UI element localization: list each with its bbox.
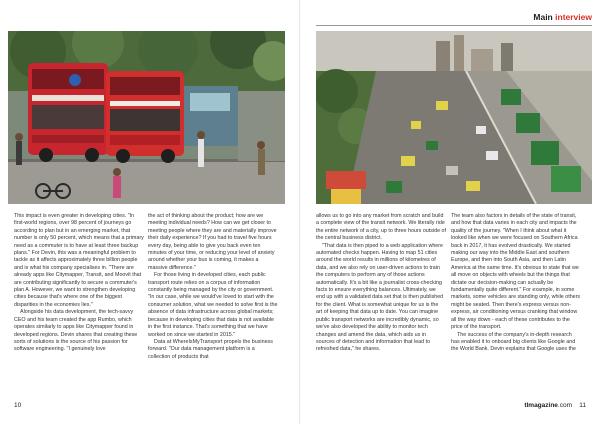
paragraph: Data at WhereIsMyTransport propels the business forward. "Our data management platform is a collection of products that [148, 338, 273, 360]
paragraph: "That data is then piped to a web application where automated checks happen. Having to map 51 cities around the world results in millions of kilometres of data, and we also rely on user-driven actions to train the computers to perform any of those actions automatically. It's a bit like a journalist cross-checking facts to ensure everything balances. Ultimately, we end up with a validated data set that is then published for the client. What is somewhat unique for us is the art of keeping that data up to date. You can imagine public transport networks are incredibly dynamic, so we've also developed the ability to monitor tech changes and amend the data, which aids us in sources of detection and information that lead to refreshed data," he shares. [316, 242, 444, 353]
paragraph: the act of thinking about the product; how are we meeting individual needs? How can we get closer to meeting people where they are and materially improve their daily experience? If you had to travel five hours every day, being able to give you back even ten minutes of your time, or reducing your level of anxiety around whether your bus is coming, it makes a massive difference." [148, 213, 277, 271]
paragraph: For those living in developed cities, each public transport route relies on a corpus of information constantly being managed by the city or government. "In our case, while we would've loved to start with the consumer solution, what we needed to solve first is the absence of data infrastructure across global markets; because in developing cities that data is not available in the first instance. That's something that we have worked on since we started in 2015." [148, 272, 278, 338]
page-number-right: 11 [579, 402, 586, 409]
site-name: tlmagazine [524, 402, 558, 409]
article-column-3 [316, 213, 446, 354]
section-header [533, 12, 592, 22]
site-domain: .com [557, 402, 572, 409]
paragraph: This impact is even greater in developing cities. "In first-world regions, over 98 percent of journeys go according to plan but in an emerging market, that number is only 50 percent, which means that a primary need as a commuter is to have at least three backup plans." For Devin, this was a meaningful problem to tackle as it affects approximately three billion people and is what his company specialises in. "There are already apps like Citymapper, Transit, and Moovit that are contributing significantly to secure a commuter's plan A. However, we want to strengthen developing cities because that's where one of the biggest disparities in the economies lies." [14, 213, 144, 308]
page-number-left: 10 [14, 402, 22, 409]
paragraph: allows us to go into any market from scratch and build a complete view of the transit network. We literally ride the entire network of a city, up to three hours outside of the central business district. [316, 213, 447, 242]
paragraph: The success of the company's in-depth research has enabled it to onboard big clients like Google and the World Bank. Devin explains that Google uses the [451, 331, 576, 353]
paragraph: Alongside his data development, the tech-savvy CEO and his team created the app Rumbo, which operates similarly to apps like Citymapper found in developed regions. Devin shares that creating these sorts of solutions is the source of his passion for software engineering. "I genuinely love [14, 309, 138, 353]
article-column-4 [451, 213, 581, 354]
magazine-website [524, 402, 572, 409]
section-name-label: interview [555, 12, 592, 22]
header-rule [316, 25, 592, 26]
highway-traffic-photo [316, 31, 592, 204]
paragraph: The team also factors in details of the state of transit, and how that data varies in each city and impacts the quality of the journey. "When I think about what it looked like when we were focused on Southern Africa back in 2017, it has evolved drastically. We started making our way into the Middle East and southern Europe, and then into South Asia, and then Latin America at the same time. It's obvious to state that we all move on objects with wheels but the things that dictate our decision-making can actually be fundamentally quite different." For example, in some markets, some vehicles are standing only, while others might be seated. Then there's express versus non-express, air conditioning versus cranking that window all the way down - each of these contributes to the price of the transport. [451, 213, 581, 331]
section-main-label: Main [533, 12, 553, 22]
highway-traffic-illustration [316, 31, 592, 204]
